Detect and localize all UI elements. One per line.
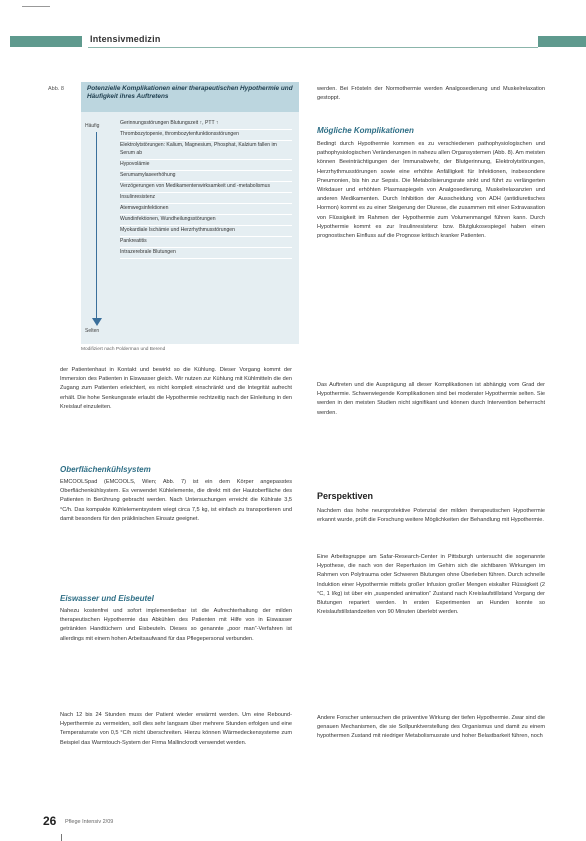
figure-title: Potenzielle Komplikationen einer therapeutischen Hypothermie und Häufigkeit ihres Auftretens: [87, 85, 293, 100]
right-paragraph-6: Andere Forscher untersuchen die präventive Wirkung der tiefen Hypothermie. Zwar sind die genauen Mechanismen, die sie Sollpunktverstellung des Organismus und damit zu einem hypothermen Zustand mit niedriger Metabolismusrate und hoher Belastbarkeit führen, noch: [317, 715, 545, 740]
header-rule: [88, 47, 538, 48]
complication-item: Elektrolytstörungen: Kalium, Magnesium, Phosphat, Kalzium fallen im Serum ab: [120, 141, 292, 160]
complication-item: Pankreatitis: [120, 237, 292, 248]
heading-eiswasser: Eiswasser und Eisbeutel: [60, 594, 154, 603]
complication-item: Insulinresistenz: [120, 193, 292, 204]
left-paragraph-2: EMCOOLSpad (EMCOOLS, Wien; Abb. 7) ist ein dem Körper angepasstes Oberflächenkühlsystem. Es verwendet Kühlelemente, die direkt mit der Hautoberfläche des Patienten in Berührung gebracht werden. Nach Untersuchungen erreicht die Kühlrate 3,5 °C/h. Das kompakte Kühlelementsystem wiegt circa 7,5 kg, ist einfach zu transportieren und damit besonders für den präklinischen Einsatz geeignet.: [60, 479, 292, 522]
section-title: Intensivmedizin: [90, 34, 161, 44]
complication-item: Atemwegsinfektionen: [120, 204, 292, 215]
left-paragraph-4: Nach 12 bis 24 Stunden muss der Patient wieder erwärmt werden. Um eine Rebound-Hyperthermie zu vermeiden, soll dies sehr langsam über mehrere Stunden erfolgen und eine Temperaturrate von 0,5 °C/h nicht überschreiten. Hierzu können Wärmedeckensysteme zum Beispiel das Warmtouch-System der Firma Mallinckrodt verwendet werden.: [60, 712, 292, 746]
complication-item: Wundinfektionen, Wundheilungsstörungen: [120, 215, 292, 226]
complication-item: Thrombozytopenie, thrombozytenfunktionsstörungen: [120, 130, 292, 141]
complication-item: Verzögerungen von Medikamentenwirksamkeit und -metabolismus: [120, 182, 292, 193]
journal-name: Pflege Intensiv 2/09: [65, 819, 114, 825]
complication-item: Serumamylaseerhöhung: [120, 171, 292, 182]
left-paragraph-3: Nahezu kostenfrei und sofort implementierbar ist die Aufrechterhaltung der milden therapeutischen Hypothermie das Abkühlen des Patienten mit Hilfe von in Eiswasser getränkten Handtüchern und Eisbeuteln. Dieses so genannte „poor man“-Verfahren ist allerdings mit einem hohen Arbeitsaufwand für das Pflegepersonal verbunden.: [60, 608, 292, 642]
header-color-band-right: [538, 36, 586, 47]
figure-label: Abb. 8: [48, 86, 64, 92]
complication-item: Gerinnungsstörungen Blutungszeit ↑, PTT ↑: [120, 119, 292, 130]
footer-tick: [61, 834, 62, 841]
frequency-low-label: Selten: [85, 328, 100, 334]
right-paragraph-3: Das Auftreten und die Ausprägung all dieser Komplikationen ist abhängig vom Grad der Hypothermie. Schwerwiegende Komplikationen sind bei moderater Hypothermie selten. Sie werden in den meisten Studien nicht signifikant und können durch Intervention beherrscht werden.: [317, 382, 545, 416]
right-paragraph-2: Bedingt durch Hypothermie kommen es zu verschiedenen pathophysiologischen und pathophysiologischen Veränderungen in nahezu allen Organsystemen (Abb. 8). Am meisten können Beeinträchtigungen der Immunabwehr, der Blutgerinnung, Elektrolytstörungen, Herzrhythmusstörungen sowie eine erhöhte Anfälligkeit für Infektionen, insbesondere Pneumonien, bis hin zur Sepsis. Die Metabolisierungsrate sinkt und führt zu verlängerten Wirkdauer und erhöhten Plasmaspiegeln von Analgosedierung, Muskelrelaxanzien und anderen Medikamenten. Durch Inhibition der Ausscheidung von ADH (antidiuretisches Hormon) kommt es zu einer Steigerung der Diurese, die zusammen mit einer Extravasation von Flüssigkeit im Rahmen der Hypothermie zum Volumenmangel führen kann. Durch Hypothermie kommt es zur Insulinresistenz bzw. Blutglukosespiegel haben einen prognostischen Einfluss auf die Prognose kritisch kranker Patienten.: [317, 141, 545, 240]
complication-item: Myokardiale Ischämie und Herzrhythmusstörungen: [120, 226, 292, 237]
frequency-arrow-shaft: [96, 132, 97, 322]
heading-oberflaechenkuehlsystem: Oberflächenkühlsystem: [60, 465, 151, 474]
complication-item: Intrazerebrale Blutungen: [120, 248, 292, 259]
frequency-high-label: Häufig: [85, 123, 100, 129]
figure-header: [81, 82, 299, 112]
header-color-band-left: [10, 36, 82, 47]
complication-item: Hypovolämie: [120, 160, 292, 171]
heading-perspektiven: Perspektiven: [317, 491, 374, 501]
heading-komplikationen: Mögliche Komplikationen: [317, 126, 414, 135]
right-paragraph-5: Eine Arbeitsgruppe am Safar-Research-Center in Pittsburgh untersucht die sogenannte Hypothese, die nach von der Reperfusion im Gehirn sich die sichtbaren Wirkungen im Rahmen von Polytrauma oder Schweren Blutungen ohne Überleben führen. Durch schnelle Induktion einer Hypothermie mittels großer Infusion großer Mengen eiskalter Flüssigkeit (2 °C, 1 l/kg) ist über ein „suspended animation“ Zustand nach Kreislaufstillstand Vorgang der Blutungen repariert werden. In ersten Experimenten an Hunden konnte so Kreislaufstillstandzeiten von 90 Minuten überlebt werden.: [317, 554, 545, 616]
right-paragraph-4: Nachdem das hohe neuroprotektive Potenzial der milden therapeutischen Hypothermie erkannt wurde, prüft die Forschung weitere Möglichkeiten der Behandlung mit Hypothermie.: [317, 508, 545, 524]
arrow-down-icon: [92, 318, 102, 326]
complications-figure: [81, 82, 299, 344]
right-paragraph-1: werden. Bei Frösteln der Normothermie werden Analgosedierung und Muskelrelaxation gestoppt.: [317, 86, 545, 102]
left-paragraph-1: der Patientenhaut in Kontakt und bewirkt so die Kühlung. Dieser Vorgang kommt der Immersion des Patienten in Eiswasser gleich. Wir nutzen zur Kühlung mit Kühlmitteln die den Zugang zum Patienten erleichtert, es nicht komplett einschränkt und die Integrität aufrecht erhält. Die hohe Senkungsrate erlaubt die Hypothermie rechtzeitig nach der Einleitung in den Kreislauf einzuleiten.: [60, 367, 292, 410]
complication-list: [120, 119, 292, 259]
figure-caption: Modifiziert nach Polderman und Berend: [81, 347, 166, 352]
page-number: 26: [43, 814, 57, 828]
top-rule: [22, 6, 50, 7]
